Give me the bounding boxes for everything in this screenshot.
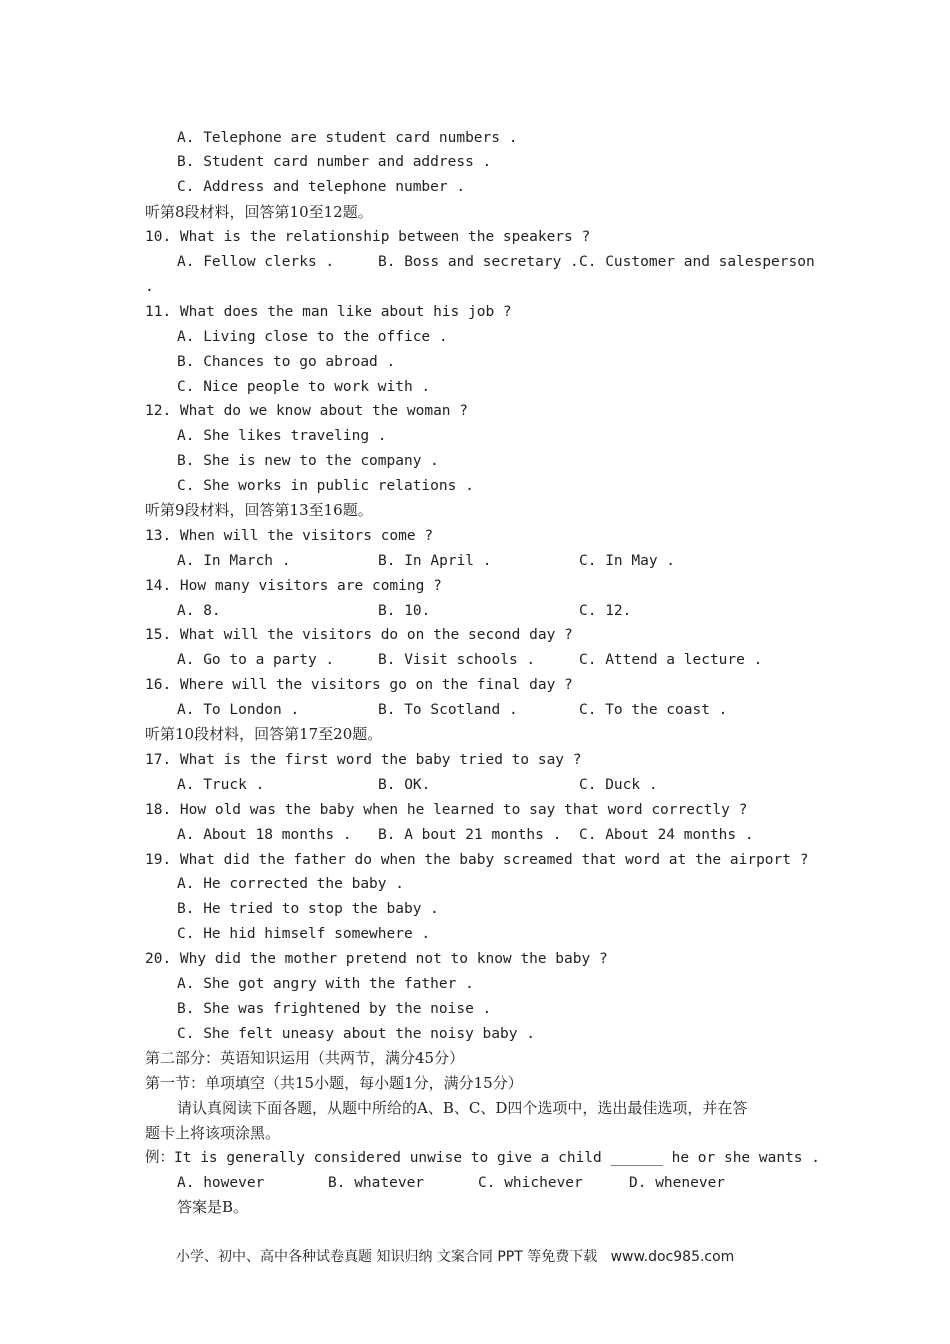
section-10-heading: 听第10段材料，回答第17至20题。 xyxy=(145,725,383,743)
q11-question: 11. What does the man like about his job ? xyxy=(145,304,512,320)
q18-question: 18. How old was the baby when he learned to say that word correctly ? xyxy=(145,802,748,818)
q13-option-c: C. In May . xyxy=(579,553,676,569)
q17-option-a: A. Truck . xyxy=(177,777,265,793)
q19-option-b: B. He tried to stop the baby . xyxy=(177,901,439,917)
example-option-a: A. however xyxy=(177,1175,265,1191)
q18-option-b: B. A bout 21 months . xyxy=(378,827,562,843)
q17-option-c: C. Duck . xyxy=(579,777,658,793)
q14-option-b: B. 10. xyxy=(378,603,431,619)
q13-question: 13. When will the visitors come ? xyxy=(145,528,434,544)
q20-option-b: B. She was frightened by the noise . xyxy=(177,1001,492,1017)
q14-question: 14. How many visitors are coming ? xyxy=(145,578,442,594)
q16-question: 16. Where will the visitors go on the final day ? xyxy=(145,677,573,693)
q18-option-c: C. About 24 months . xyxy=(579,827,754,843)
q16-option-b: B. To Scotland . xyxy=(378,702,518,718)
q16-option-a: A. To London . xyxy=(177,702,300,718)
example-question: 例：It is generally considered unwise to give a child ______ he or she wants . xyxy=(145,1150,821,1166)
q9-option-c: C. Address and telephone number . xyxy=(177,179,466,195)
q9-option-b: B. Student card number and address . xyxy=(177,154,492,170)
section-8-heading: 听第8段材料，回答第10至12题。 xyxy=(145,203,373,221)
q10-option-b: B. Boss and secretary . xyxy=(378,254,579,270)
q15-option-c: C. Attend a lecture . xyxy=(579,652,763,668)
part-2-heading: 第二部分：英语知识运用（共两节，满分45分） xyxy=(145,1049,465,1067)
q14-option-c: C. 12. xyxy=(579,603,632,619)
instructions-line-1: 请认真阅读下面各题，从题中所给的A、B、C、D四个选项中，选出最佳选项，并在答 xyxy=(177,1099,748,1117)
q12-option-a: A. She likes traveling . xyxy=(177,428,387,444)
q10-question: 10. What is the relationship between the speakers ? xyxy=(145,229,591,245)
q17-question: 17. What is the first word the baby tried to say ? xyxy=(145,752,582,768)
q11-option-c: C. Nice people to work with . xyxy=(177,379,431,395)
q12-option-c: C. She works in public relations . xyxy=(177,478,474,494)
q15-option-b: B. Visit schools . xyxy=(378,652,536,668)
q10-option-a: A. Fellow clerks . xyxy=(177,254,335,270)
q14-option-a: A. 8. xyxy=(177,603,221,619)
q15-option-a: A. Go to a party . xyxy=(177,652,335,668)
q11-option-a: A. Living close to the office . xyxy=(177,329,448,345)
q20-option-a: A. She got angry with the father . xyxy=(177,976,474,992)
page-footer: 小学、初中、高中各种试卷真题 知识归纳 文案合同 PPT 等免费下载 www.doc985.com xyxy=(176,1249,735,1265)
example-answer: 答案是B。 xyxy=(177,1198,249,1216)
q19-option-a: A. He corrected the baby . xyxy=(177,876,404,892)
q12-question: 12. What do we know about the woman ? xyxy=(145,403,469,419)
example-option-d: D. whenever xyxy=(629,1175,726,1191)
q16-option-c: C. To the coast . xyxy=(579,702,728,718)
q13-option-b: B. In April . xyxy=(378,553,492,569)
q18-option-a: A. About 18 months . xyxy=(177,827,352,843)
instructions-line-2: 题卡上将该项涂黑。 xyxy=(145,1124,281,1142)
q12-option-b: B. She is new to the company . xyxy=(177,453,439,469)
q20-question: 20. Why did the mother pretend not to know the baby ? xyxy=(145,951,608,967)
q20-option-c: C. She felt uneasy about the noisy baby . xyxy=(177,1026,535,1042)
q11-option-b: B. Chances to go abroad . xyxy=(177,354,396,370)
section-9-heading: 听第9段材料，回答第13至16题。 xyxy=(145,501,373,519)
example-option-c: C. whichever xyxy=(478,1175,583,1191)
example-option-b: B. whatever xyxy=(328,1175,425,1191)
part-2-section-1-heading: 第一节：单项填空（共15小题，每小题1分，满分15分） xyxy=(145,1074,523,1092)
q9-option-a: A. Telephone are student card numbers . xyxy=(177,130,518,146)
q19-question: 19. What did the father do when the baby screamed that word at the airport ? xyxy=(145,852,809,868)
q10-option-c-period: . xyxy=(145,279,154,295)
q15-question: 15. What will the visitors do on the second day ? xyxy=(145,627,573,643)
q17-option-b: B. OK. xyxy=(378,777,431,793)
q13-option-a: A. In March . xyxy=(177,553,291,569)
q10-option-c: C. Customer and salesperson xyxy=(579,254,815,270)
q19-option-c: C. He hid himself somewhere . xyxy=(177,926,431,942)
